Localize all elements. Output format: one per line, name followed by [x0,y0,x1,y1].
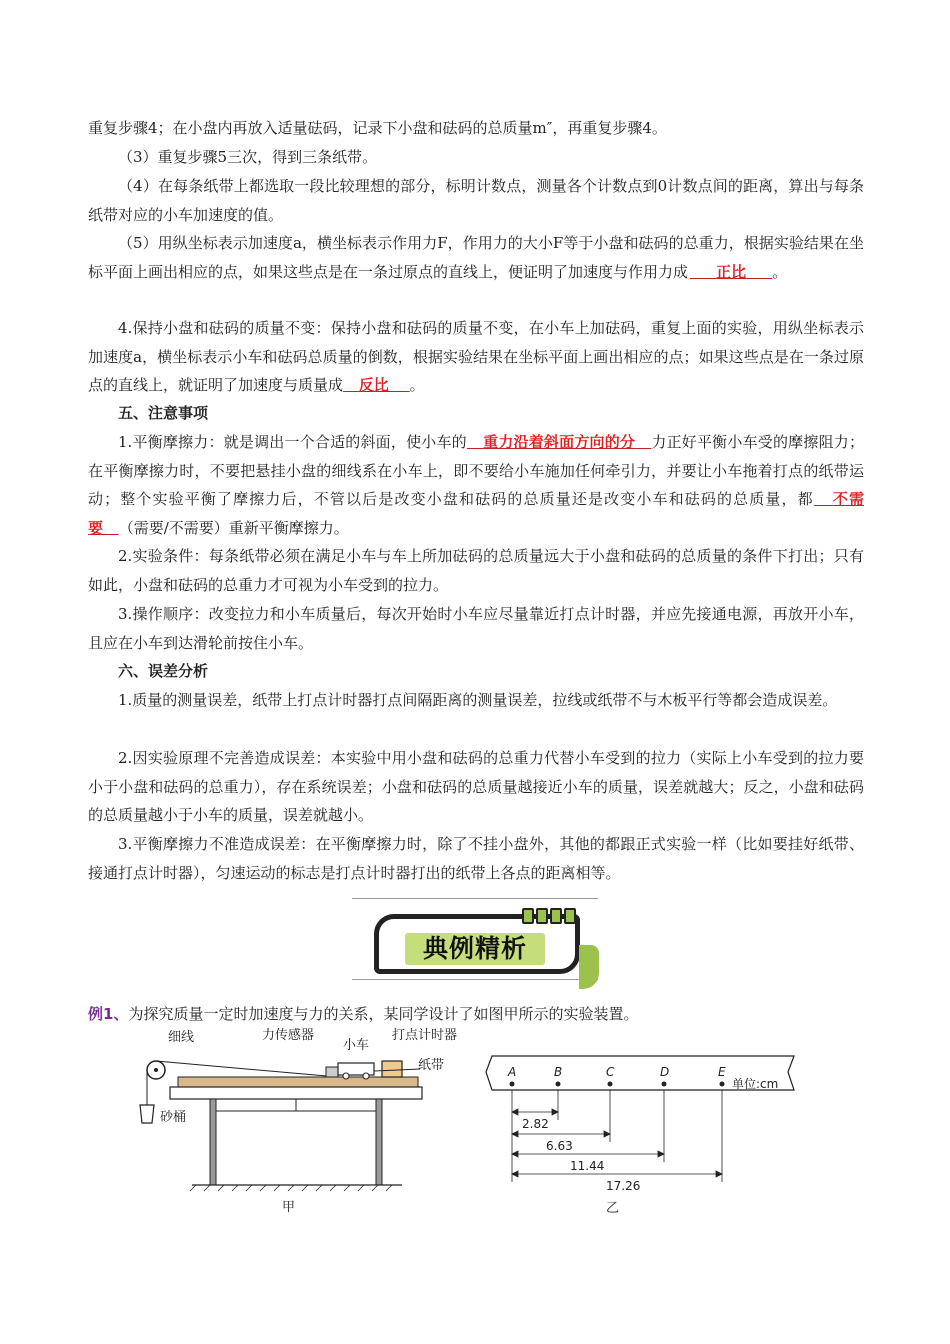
paragraph-step-3: （3）重复步骤5三次，得到三条纸带。 [118,148,378,166]
paragraph-step-repeat: 重复步骤4；在小盘内再放入适量砝码，记录下小盘和砝码的总质量m″，再重复步骤4。 [88,119,667,137]
banner-title: 典例精析 [422,934,527,963]
label-cart: 小车 [343,1038,370,1053]
label-c: C [606,1065,615,1079]
section-6-item-2: 2.因实验原理不完善造成误差：本实验中用小盘和砝码的总重力代替小车受到的拉力（实际上小车受到的拉力要小于小盘和砝码的总重力），存在系统误差；小盘和砝码的总质量越接近小车的质量，误差就越大；反之，小盘和砝码的总质量越小于小车的质量，误差就越小。 [88,749,864,824]
point-e [720,1082,725,1087]
unit-label: 单位:cm [732,1077,779,1091]
paragraph-mass-constant: 4.保持小盘和砝码的质量不变：保持小盘和砝码的质量不变，在小车上加砝码，重复上面的实验，用纵坐标表示加速度a，横坐标表示小车和砝码总质量的倒数，根据实验结果在坐标平面上画出相应的点；如果这些点是在一条过原点的直线上，就证明了加速度与质量成 反比 。 [88,319,864,394]
label-e: E [718,1065,726,1079]
answer-blank-not-needed: 不需要 [88,490,864,537]
pulley-icon [147,1061,165,1079]
table-top [170,1087,422,1099]
label-d: D [660,1065,670,1079]
example-label: 例1、 [88,1005,129,1023]
banner-rings-icon [522,908,582,922]
label-timer: 打点计时器 [392,1028,458,1043]
point-c [608,1082,613,1087]
caption-jia: 甲 [282,1200,296,1215]
label-a: A [508,1065,517,1079]
bucket-icon [140,1105,154,1123]
distance-ad: 11.44 [570,1159,605,1173]
section-5-item-3: 3.操作顺序：改变拉力和小车质量后，每次开始时小车应尽量靠近打点计时器，并应先接通电源，再放开小车，且应在小车到达滑轮前按住小车。 [88,605,864,652]
figure-apparatus [130,1025,458,1220]
answer-blank-gravity-component: 重力沿着斜面方向的分 [483,433,636,451]
table-leg-right [376,1099,382,1185]
section-6-title: 六、误差分析 [118,662,209,680]
section-5-item-1: 1.平衡摩擦力：就是调出一个合适的斜面，使小车的 重力沿着斜面方向的分 力正好平衡小车受的摩擦阻力；在平衡摩擦力时，不要把悬挂小盘的细线系在小车上，即不要给小车施加任何牵引力，并要让小车拖着打点的纸带运动；整个实验平衡了摩擦力后，不管以后是改变小盘和砝码的总质量还是改变小车和砝码的总质量，都 不需要 （需要/不需要）重新平衡摩擦力。 [88,433,864,537]
section-5-item-2: 2.实验条件：每条纸带必须在满足小车与车上所加砝码的总质量远大于小盘和砝码的总质量的条件下打出；只有如此，小盘和砝码的总重力才可视为小车受到的拉力。 [88,547,864,594]
distance-ab: 2.82 [522,1117,549,1131]
wood-board [178,1077,418,1087]
point-a [510,1082,515,1087]
paragraph-step-5: （5）用纵坐标表示加速度a，横坐标表示作用力F，作用力的大小F等于小盘和砝码的总重力，根据实验结果在坐标平面上画出相应的点，如果这些点是在一条过原点的直线上，便证明了加速度与作用力成 正比 。 [88,234,864,281]
point-b [556,1082,561,1087]
force-sensor [326,1067,338,1077]
answer-blank-inverse: 反比 [358,376,389,394]
label-bucket: 砂桶 [160,1110,187,1125]
example-1 [88,1000,638,1028]
label-tape: 纸带 [418,1058,445,1073]
section-6-item-3: 3.平衡摩擦力不准造成误差：在平衡摩擦力时，除了不挂小盘外，其他的都跟正式实验一样（比如要挂好纸带、接通打点计时器），匀速运动的标志是打点计时器打出的纸带上各点的距离相等。 [88,835,864,882]
paragraph-step-4: （4）在每条纸带上都选取一段比较理想的部分，标明计数点，测量各个计数点到0计数点间的距离，算出与每条纸带对应的小车加速度的值。 [88,177,864,224]
point-d [662,1082,667,1087]
banner-bottom-rule [352,979,598,980]
example-banner [352,898,598,980]
label-thread: 细线 [168,1030,195,1045]
figure-tape [482,1050,802,1220]
timer-icon [382,1061,402,1077]
label-b: B [554,1065,563,1079]
ground-hatch [190,1185,392,1191]
distance-ac: 6.63 [546,1139,573,1153]
banner-accent [579,945,599,989]
distance-ae: 17.26 [606,1179,641,1193]
section-6-item-1: 1.质量的测量误差，纸带上打点计时器打点间隔距离的测量误差，拉线或纸带不与木板平行等都会造成误差。 [118,691,838,709]
thread-line [156,1061,338,1077]
label-force-sensor: 力传感器 [262,1028,315,1043]
example-text: 为探究质量一定时加速度与力的关系，某同学设计了如图甲所示的实验装置。 [128,1005,639,1023]
banner-frame [374,914,580,974]
caption-yi: 乙 [606,1201,620,1216]
table-leg-left [210,1099,216,1185]
section-5-title: 五、注意事项 [118,404,209,422]
answer-blank-proportional: 正比 [716,262,747,281]
banner-top-rule [352,898,598,899]
